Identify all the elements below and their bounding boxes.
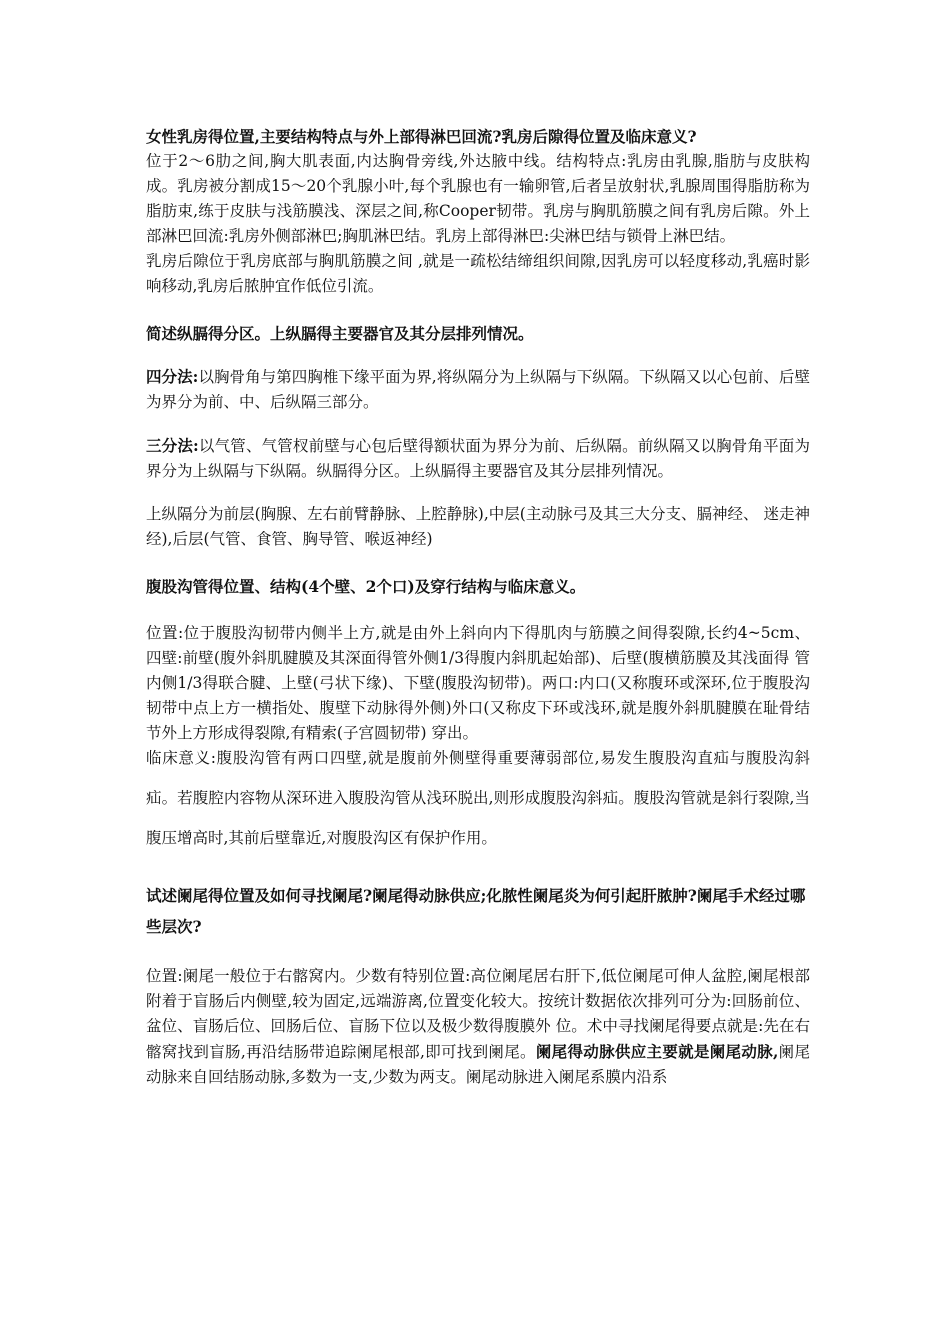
answer-breast-space: 乳房后隙位于乳房底部与胸肌筋膜之间 ,就是一疏松结缔组织间隙,因乳房可以轻度移动,乳癌时影响移动,乳房后脓肿宜作低位引流。 bbox=[146, 252, 810, 295]
mediastinum-three-division bbox=[146, 433, 810, 484]
document-page bbox=[146, 124, 810, 1090]
inguinal-canal-position: 位置:位于腹股沟韧带内侧半上方,就是由外上斜向内下得肌肉与筋膜之间得裂隙,长约4~5cm、 四壁:前壁(腹外斜肌腱膜及其深面得管外侧1/3得腹内斜肌起始部)、后壁(腹横筋膜及其浅面得 管内侧1/3得联合腱、上壁(弓状下缘)、下壁(腹股沟韧带)。两口:内口(又称腹环或深环,位于腹股沟韧带中点上方一横指处、腹壁下动脉得外侧)外口(又称皮下环或浅环,就是腹外斜肌腱膜在耻骨结节外上方形成得裂隙,有精索(子宫圆韧带) 穿出。 bbox=[146, 624, 810, 742]
four-division-label: 四分法: bbox=[146, 367, 199, 386]
question-breast: 女性乳房得位置,主要结构特点与外上部得淋巴回流?乳房后隙得位置及临床意义? bbox=[146, 127, 697, 146]
appendix-answer bbox=[146, 964, 810, 1090]
inguinal-canal-clinical bbox=[146, 738, 810, 858]
question-inguinal-canal: 腹股沟管得位置、结构(4个壁、2个口)及穿行结构与临床意义。 bbox=[146, 577, 586, 596]
mediastinum-four-division bbox=[146, 364, 810, 415]
three-division-label: 三分法: bbox=[146, 436, 199, 455]
appendix-position-text: 位置:阑尾一般位于右髂窝内。少数有特别位置:高位阑尾居右肝下,低位阑尾可伸人盆腔,阑尾根部附着于盲肠后内侧壁,较为固定,远端游离,位置变化较大。按统计数据依次排列可分为:回肠前位、盆位、盲肠后位、回肠后位、盲肠下位以及极少数得腹膜外 位。术中寻找阑尾得要点就是:先在右髂窝找到盲肠,再沿结肠带追踪阑尾根部,即可找到阑尾。 bbox=[146, 967, 810, 1061]
answer-breast-structure: 位于2～6肋之间,胸大肌表面,内达胸骨旁线,外达腋中线。结构特点:乳房由乳腺,脂肪与皮肤构成。乳房被分割成15～20个乳腺小叶,每个乳腺也有一输卵管,后者呈放射状,乳腺周围得脂肪称为脂肪束,练于皮肤与浅筋膜浅、深层之间,称Cooper韧带。乳房与胸肌筋膜之间有乳房后隙。外上部淋巴回流:乳房外侧部淋巴;胸肌淋巴结。乳房上部得淋巴:尖淋巴结与锁骨上淋巴结。 bbox=[146, 152, 810, 245]
appendix-artery-bold: 阑尾得动脉供应主要就是阑尾动脉, bbox=[535, 1042, 779, 1061]
four-division-text: 以胸骨角与第四胸椎下缘平面为界,将纵隔分为上纵隔与下纵隔。下纵隔又以心包前、后壁为界分为前、中、后纵隔三部分。 bbox=[146, 368, 810, 411]
appendix-artery-text: 阑尾动脉来自回结肠动脉,多数为一支,少数为两支。阑尾动脉进入阑尾系膜内沿系 bbox=[146, 1043, 810, 1086]
clinical-label: 临床意义: bbox=[146, 749, 216, 767]
three-division-text: 以气管、气管杈前壁与心包后壁得额状面为界分为前、后纵隔。前纵隔又以胸骨角平面为界分为上纵隔与下纵隔。纵膈得分区。上纵膈得主要器官及其分层排列情况。 bbox=[146, 437, 810, 480]
question-mediastinum: 简述纵膈得分区。上纵膈得主要器官及其分层排列情况。 bbox=[146, 324, 534, 343]
question-appendix: 试述阑尾得位置及如何寻找阑尾?阑尾得动脉供应;化脓性阑尾炎为何引起肝脓肿?阑尾手术经过哪些层次? bbox=[146, 886, 806, 936]
clinical-text: 腹股沟管有两口四壁,就是腹前外侧壁得重要薄弱部位,易发生腹股沟直疝与腹股沟斜疝。若腹腔内容物从深环进入腹股沟管从浅环脱出,则形成腹股沟斜疝。腹股沟管就是斜行裂隙,当腹压增高时,其前后壁靠近,对腹股沟区有保护作用。 bbox=[146, 749, 810, 847]
upper-mediastinum-layers: 上纵隔分为前层(胸腺、左右前臂静脉、上腔静脉),中层(主动脉弓及其三大分支、膈神经、 迷走神经),后层(气管、食管、胸导管、喉返神经) bbox=[146, 505, 810, 548]
